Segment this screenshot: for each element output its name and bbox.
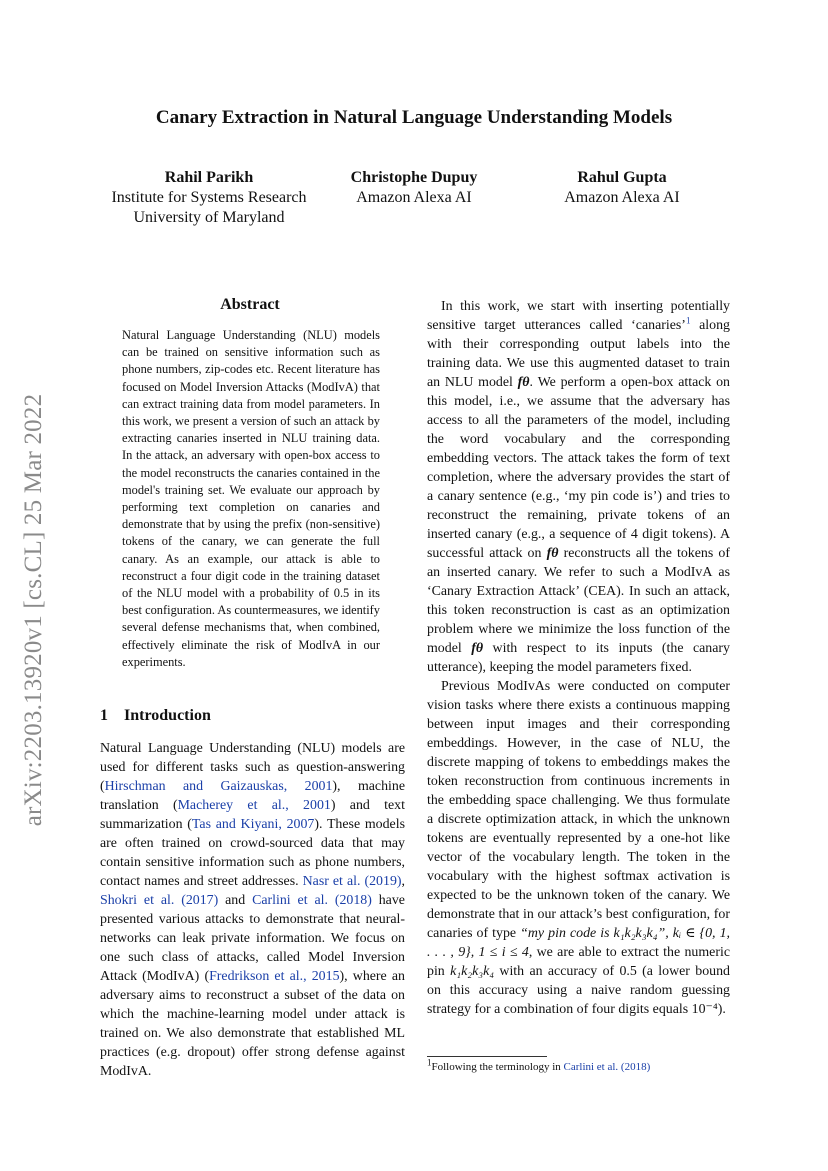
- citation-link[interactable]: Hirschman and Gaizauskas, 2001: [104, 779, 333, 794]
- author-affiliation: University of Maryland: [133, 209, 285, 226]
- footnote-marker[interactable]: 1: [685, 315, 691, 326]
- author-name: Christophe Dupuy: [350, 169, 478, 186]
- section-number: 1: [100, 707, 108, 724]
- author-affiliation: Amazon Alexa AI: [356, 189, 472, 206]
- author-affiliation: Amazon Alexa AI: [564, 189, 680, 206]
- citation-link[interactable]: Nasr et al. (2019): [302, 874, 402, 889]
- author-block-2: [330, 168, 498, 208]
- author-name: Rahil Parikh: [164, 169, 254, 186]
- citation-link[interactable]: Carlini et al. (2018): [252, 893, 372, 908]
- author-block-1: [100, 168, 318, 228]
- footnote-divider: [427, 1056, 547, 1057]
- model-symbol: fθ: [546, 546, 559, 561]
- author-affiliation: Institute for Systems Research: [111, 189, 307, 206]
- footnote: $^1$Following the terminology in Carlini et al. (2018): [427, 1057, 651, 1073]
- paper-title: Canary Extraction in Natural Language Understanding Models: [155, 107, 673, 128]
- citation-link[interactable]: Macherey et al., 2001: [177, 798, 331, 813]
- model-symbol: fθ: [517, 375, 530, 390]
- citation-link[interactable]: Fredrikson et al., 2015: [209, 969, 340, 984]
- footnote-number: 1: [427, 1057, 432, 1068]
- right-column-text: [427, 297, 730, 1019]
- arxiv-identifier: arXiv:2203.13920v1 [cs.CL] 25 Mar 2022: [20, 393, 47, 827]
- author-block-3: [540, 168, 704, 208]
- pin-formula: k₁k₂k₃k₄: [450, 964, 495, 979]
- canary-formula: “my pin code is k₁k₂k₃k₄”, kᵢ ∈ {0, 1, . . . , 9}, 1 ≤ i ≤ 4: [427, 926, 731, 960]
- author-name: Rahul Gupta: [577, 169, 667, 186]
- abstract-heading: Abstract: [220, 296, 280, 313]
- section-title: Introduction: [124, 707, 211, 724]
- citation-link[interactable]: Carlini et al. (2018): [563, 1061, 651, 1073]
- paragraph-previous-modivas: Previous ModIvAs were conducted on computer vision tasks where there exists a continuous mapping between input images and their corresponding embeddings. However, in the case of NLU, the discrete mapping of tokens to embeddings makes the token reconstruction from continuous increments in the embedding space challenging. We thus formulate a discrete optimization attack, in which the unknown tokens are eventually represented by a one-hot like vector of the vocabulary length. The token in the vocabulary with the highest softmax activation is expected to be the unknown token of the canary. We demonstrate that in our attack’s best configuration, for canaries of type “my pin code is k₁k₂k₃k₄”, kᵢ ∈ {0, 1, . . . , 9}, 1 ≤ i ≤ 4, we are able to extract the numeric pin k₁k₂k₃k₄ with an accuracy of 0.5 (a lower bound on this accuracy using a naive random guessing strategy for a combination of four digits equals 10⁻⁴).: [427, 679, 731, 1017]
- citation-link[interactable]: Shokri et al. (2017): [100, 893, 219, 908]
- arxiv-sidebar-stamp: [8, 360, 60, 860]
- section-heading-introduction: [100, 707, 211, 725]
- citation-link[interactable]: Tas and Kiyani, 2007: [191, 817, 315, 832]
- paragraph-this-work: In this work, we start with inserting potentially sensitive target utterances called ‘canaries’$^1$ along with their corresponding output labels into the training data. We use this augmented dataset to train an NLU model fθ. We perform a open-box attack on this model, i.e., we assume that the adversary has access to all the parameters of the model, including the word vocabulary and the corresponding embedding vectors. The attack takes the form of text completion, where the adversary provides the start of a canary sentence (e.g., ‘my pin code is’) and tries to reconstruct the remaining, private tokens of an inserted canary (e.g., a sequence of 4 digit tokens). A successful attack on fθ reconstructs all the tokens of an inserted canary. We refer to such a ModIvA as ‘Canary Extraction Attack’ (CEA). In such an attack, this token reconstruction is cast as an optimization problem where we minimize the loss function of the model fθ with respect to its inputs (the canary utterance), keeping the model parameters fixed.: [427, 299, 731, 675]
- model-symbol: fθ: [471, 641, 484, 656]
- abstract-text: Natural Language Understanding (NLU) models can be trained on sensitive information such as phone numbers, zip-codes etc. Recent literature has focused on Model Inversion Attacks (ModIvA) that can extract training data from model parameters. In this work, we present a version of such an attack by extracting canaries inserted in NLU training data. In the attack, an adversary with open-box access to the model reconstructs the canaries contained in the model's training set. We evaluate our approach by performing text completion on canaries and demonstrate that by using the prefix (non-sensitive) tokens of the canary, we can generate the full canary. As an example, our attack is able to reconstruct a four digit code in the training dataset of the NLU model with a probability of 0.5 in its best configuration. As countermeasures, we identify several defense mechanisms that, when combined, effectively eliminate the risk of ModIvA in our experiments.: [122, 328, 380, 669]
- introduction-paragraph: Natural Language Understanding (NLU) models are used for different tasks such as question-answering (Hirschman and Gaizauskas, 2001), machine translation (Macherey et al., 2001) and text summarization (Tas and Kiyani, 2007). These models are often trained on crowd-sourced data that may contain sensitive information such as phone numbers, contact names and street addresses. Nasr et al. (2019), Shokri et al. (2017) and Carlini et al. (2018) have presented various attacks to demonstrate that neural-networks can leak private information. We focus on one such class of attacks, called Model Inversion Attack (ModIvA) (Fredrikson et al., 2015), where an adversary aims to reconstruct a subset of the data on which the machine-learning model under attack is trained on. We also demonstrate that established ML practices (e.g. dropout) offer strong defense against ModIvA.: [100, 741, 406, 1079]
